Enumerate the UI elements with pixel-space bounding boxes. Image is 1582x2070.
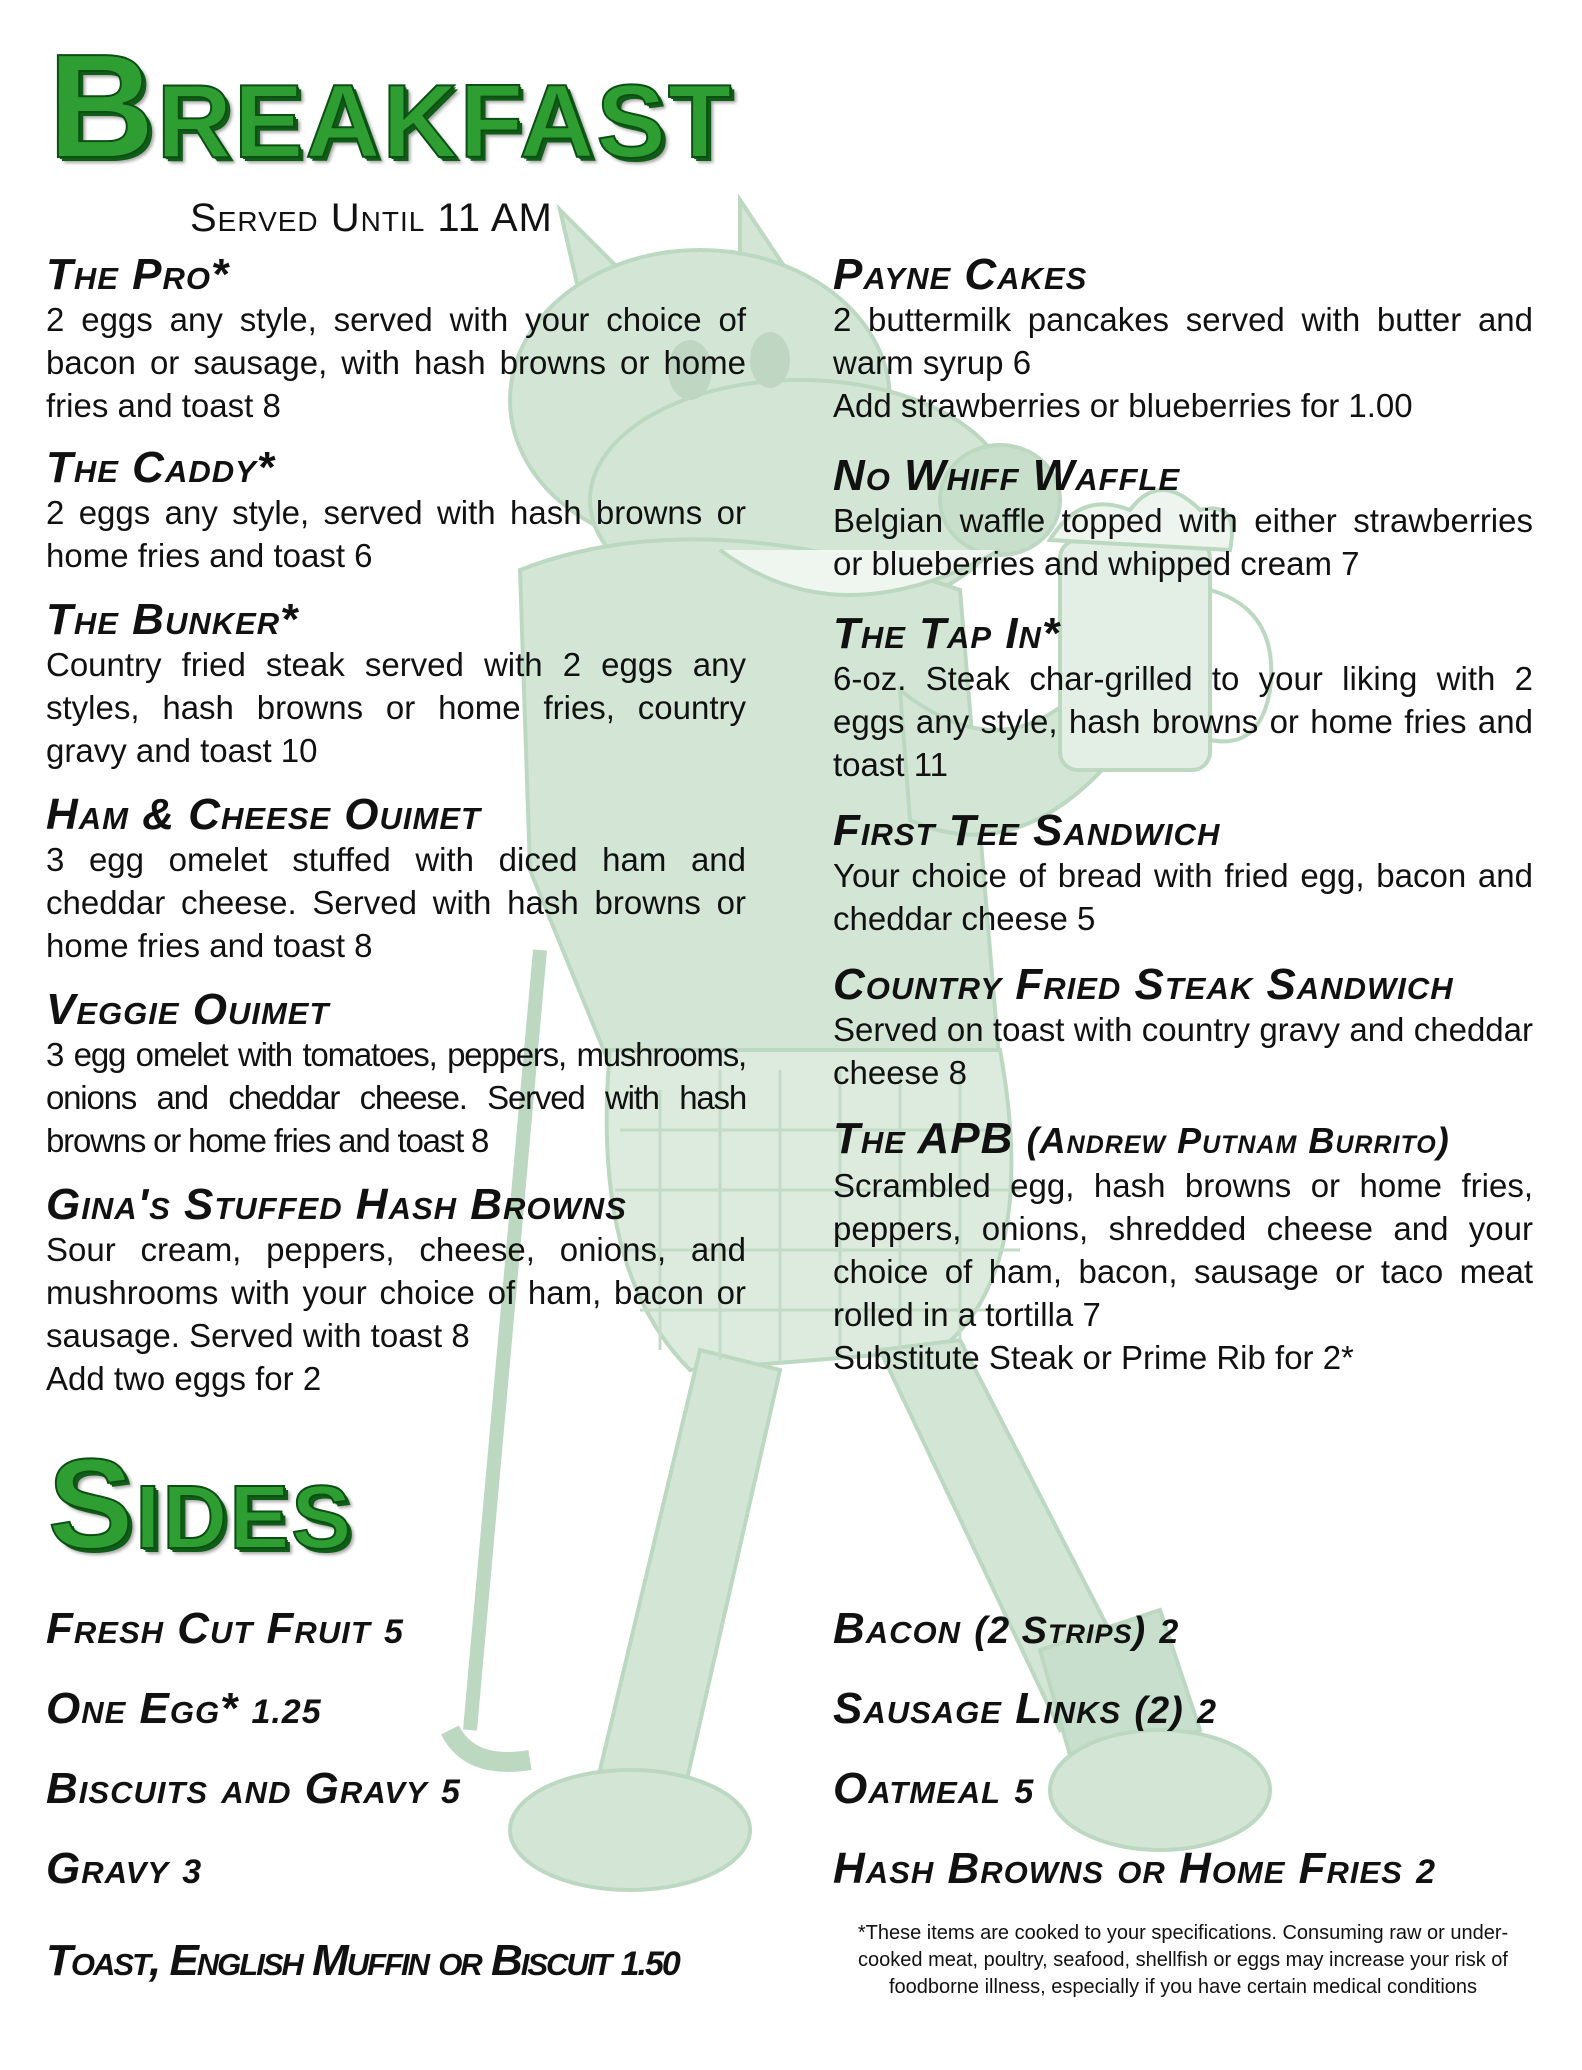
side-item-price: 1.50 xyxy=(620,1945,679,1983)
side-item xyxy=(46,1686,322,1735)
menu-item-description: Your choice of bread with fried egg, bacon and cheddar cheese 5 xyxy=(833,857,1533,937)
side-item-name: Hash Browns or Home Fries xyxy=(833,1844,1403,1893)
menu-item-description: Country fried steak served with 2 eggs any styles, hash browns or home fries, country gravy and toast 10 xyxy=(46,646,746,769)
side-item-name: Sausage Links xyxy=(833,1684,1122,1733)
menu-item xyxy=(833,453,1533,585)
menu-item-name: Veggie Ouimet xyxy=(46,985,330,1034)
side-item-note: (2) xyxy=(1134,1690,1184,1732)
side-item-name: Bacon xyxy=(833,1604,962,1653)
sides-title: Sides xyxy=(48,1433,354,1576)
breakfast-title: Breakfast xyxy=(48,24,734,189)
menu-item xyxy=(46,597,746,772)
menu-item-description: 2 eggs any style, served with your choice of bacon or sausage, with hash browns or home fries and toast 8 xyxy=(46,301,746,424)
side-item-name: Biscuits and Gravy xyxy=(46,1764,428,1813)
menu-item-name: The Pro* xyxy=(46,250,230,299)
side-item-name: Fresh Cut Fruit xyxy=(46,1604,371,1653)
menu-item-name-suffix: (Andrew Putnam Burrito) xyxy=(1026,1120,1450,1161)
menu-item-description: Sour cream, peppers, cheese, onions, and mushrooms with your choice of ham, bacon or sausage. Served with toast 8 xyxy=(46,1231,746,1354)
menu-item-name: Ham & Cheese Ouimet xyxy=(46,790,481,839)
side-item-price: 3 xyxy=(182,1853,203,1891)
side-item xyxy=(833,1846,1436,1895)
menu-item-description: 2 buttermilk pancakes served with butter and warm syrup 6 xyxy=(833,301,1533,381)
menu-item-name: First Tee Sandwich xyxy=(833,806,1221,855)
menu-item-name-row xyxy=(833,1116,1533,1164)
breakfast-right-column xyxy=(833,252,1533,1379)
menu-item xyxy=(46,252,746,427)
side-item-note: (2 Strips) xyxy=(974,1610,1147,1652)
served-until-note: Served Until 11 AM xyxy=(190,196,553,240)
menu-item xyxy=(833,808,1533,940)
menu-item-name: Payne Cakes xyxy=(833,250,1088,299)
side-item-price: 2 xyxy=(1197,1693,1217,1731)
menu-item-description: Scrambled egg, hash browns or home fries, peppers, onions, shredded cheese and your choice of ham, bacon, sausage or taco meat rolled in a tortilla 7 xyxy=(833,1167,1533,1333)
menu-item-addon: Add two eggs for 2 xyxy=(46,1360,322,1397)
side-item-name: Gravy xyxy=(46,1844,170,1893)
menu-item-name: No Whiff Waffle xyxy=(833,451,1181,500)
side-item xyxy=(833,1686,1217,1735)
menu-item xyxy=(833,252,1533,427)
side-item-price: 2 xyxy=(1416,1853,1436,1891)
side-item-name: One Egg* xyxy=(46,1684,239,1733)
side-item xyxy=(833,1606,1179,1655)
menu-item-description: 3 egg omelet stuffed with diced ham and cheddar cheese. Served with hash browns or home fries and toast 8 xyxy=(46,841,746,964)
food-safety-disclaimer: *These items are cooked to your specifications. Consuming raw or under-cooked meat, poultry, seafood, shellfish or eggs may increase your risk of foodborne illness, especially if you have certain medical conditions xyxy=(857,1922,1509,1998)
menu-item-name: The APB xyxy=(833,1114,1014,1163)
menu-item-name: The Tap In* xyxy=(833,609,1061,658)
menu-item-name: The Bunker* xyxy=(46,595,299,644)
menu-item xyxy=(46,792,746,967)
menu-item xyxy=(833,611,1533,786)
side-item xyxy=(833,1766,1034,1815)
menu-item-name: The Caddy* xyxy=(46,443,275,492)
menu-item-description: Served on toast with country gravy and cheddar cheese 8 xyxy=(833,1011,1533,1091)
menu-item-description: 6-oz. Steak char-grilled to your liking with 2 eggs any style, hash browns or home fries and toast 11 xyxy=(833,660,1533,783)
side-item xyxy=(46,1938,679,1987)
side-item-name: Oatmeal xyxy=(833,1764,1002,1813)
side-item xyxy=(46,1766,461,1815)
side-item xyxy=(46,1606,404,1655)
side-item-price: 2 xyxy=(1159,1613,1180,1651)
menu-item xyxy=(46,445,746,577)
menu-item xyxy=(46,987,746,1162)
side-item xyxy=(46,1846,202,1895)
menu-item-addon: Substitute Steak or Prime Rib for 2* xyxy=(833,1339,1354,1376)
side-item-price: 1.25 xyxy=(251,1693,322,1731)
side-item-price: 5 xyxy=(1014,1773,1035,1811)
side-item-name: Toast, English Muffin or Biscuit xyxy=(46,1936,611,1985)
side-item-price: 5 xyxy=(440,1773,461,1811)
menu-item-name: Gina's Stuffed Hash Browns xyxy=(46,1180,627,1229)
breakfast-left-column xyxy=(46,252,746,1400)
menu-item-name: Country Fried Steak Sandwich xyxy=(833,960,1454,1009)
menu-item xyxy=(833,1116,1533,1379)
menu-item-description: 2 eggs any style, served with hash browns or home fries and toast 6 xyxy=(46,494,746,574)
menu-item-description: Belgian waffle topped with either strawberries or blueberries and whipped cream 7 xyxy=(833,502,1533,582)
menu-item xyxy=(46,1182,746,1400)
menu-item-addon: Add strawberries or blueberries for 1.00 xyxy=(833,387,1413,424)
menu-item xyxy=(833,962,1533,1094)
menu-item-description: 3 egg omelet with tomatoes, peppers, mushrooms, onions and cheddar cheese. Served with hash browns or home fries and toast 8 xyxy=(46,1036,746,1159)
side-item-price: 5 xyxy=(384,1613,404,1651)
